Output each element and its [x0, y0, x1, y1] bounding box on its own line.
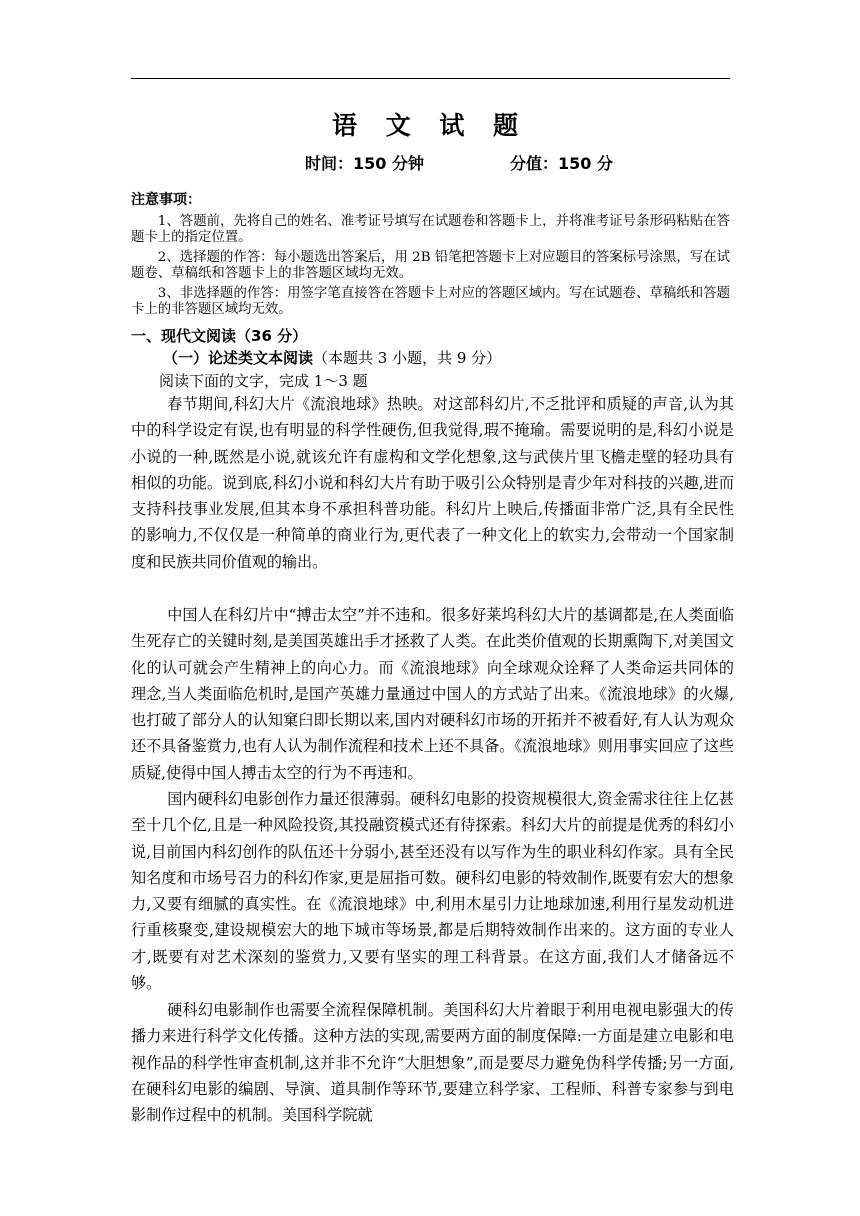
notice-item-2: 2、选择题的作答：每小题选出答案后，用 2B 铅笔把答题卡上对应题目的答案标号涂黑，写在试题卷、草稿纸和答题卡上的非答题区域均无效。: [131, 250, 730, 281]
notice-heading: 注意事项：: [131, 192, 201, 208]
exam-title: 语 文 试 题: [331, 111, 529, 140]
exam-time: 时间：150 分钟: [305, 154, 424, 173]
subsection-heading: [163, 347, 501, 369]
section-heading: 一、现代文阅读（36 分）: [131, 327, 308, 345]
notice-item-3: 3、非选择题的作答：用签字笔直接答在答题卡上对应的答题区域内。写在试题卷、草稿纸和答题卡上的非答题区域均无效。: [131, 286, 730, 317]
reading-instruction: 阅读下面的文字，完成 1～3 题: [159, 372, 368, 390]
passage-paragraph-4: 硬科幻电影制作也需要全流程保障机制。美国科幻大片着眼于利用电视电影强大的传播力来进行科学文化传播。这种方法的实现,需要两方面的制度保障:一方面是建立电影和电视作品的科学性审查机制,这并非不允许“大胆想象”,而是要尽力避免伪科学传播;另一方面,在硬科幻电影的编剧、导演、道具制作等环节,要建立科学家、工程师、科普专家参与到电影制作过程中的机制。美国科学院就: [131, 1001, 734, 1125]
header-rule: [131, 78, 730, 79]
passage-paragraph-1: 春节期间,科幻大片《流浪地球》热映。对这部科幻片,不乏批评和质疑的声音,认为其中的科学设定有误,也有明显的科学性硬伤,但我觉得,瑕不掩瑜。需要说明的是,科幻小说是小说的一种,既然是小说,就该允许有虚构和文学化想象,这与武侠片里飞檐走壁的轻功具有相似的功能。说到底,科幻小说和科幻大片有助于吸引公众特别是青少年对科技的兴趣,进而支持科技事业发展,但其本身不承担科普功能。科幻片上映后,传播面非常广泛,具有全民性的影响力,不仅仅是一种简单的商业行为,更代表了一种文化上的软实力,会带动一个国家制度和民族共同价值观的输出。: [131, 395, 734, 571]
exam-score: 分值：150 分: [510, 154, 613, 173]
passage-paragraph-2: 中国人在科幻片中“搏击太空”并不违和。很多好莱坞科幻大片的基调都是,在人类面临生死存亡的关键时刻,是美国英雄出手才拯救了人类。在此类价值观的长期熏陶下,对美国文化的认可就会产生精神上的向心力。而《流浪地球》向全球观众诠释了人类命运共同体的理念,当人类面临危机时,是国产英雄力量通过中国人的方式站了出来。《流浪地球》的火爆,也打破了部分人的认知窠臼即长期以来,国内对硬科幻市场的开拓并不被看好,有人认为观众还不具备鉴赏力,也有人认为制作流程和技术上还不具备。《流浪地球》则用事实回应了这些质疑,使得中国人搏击太空的行为不再违和。: [131, 606, 734, 782]
passage-paragraph-3: 国内硬科幻电影创作力量还很薄弱。硬科幻电影的投资规模很大,资金需求往往上亿甚至十几个亿,且是一种风险投资,其投融资模式还有待探索。科幻大片的前提是优秀的科幻小说,目前国内科幻创作的队伍还十分弱小,甚至还没有以写作为生的职业科幻作家。具有全民知名度和市场号召力的科幻作家,更是屈指可数。硬科幻电影的特效制作,既要有宏大的想象力,又要有细腻的真实性。在《流浪地球》中,利用木星引力让地球加速,利用行星发动机进行重核聚变,建设规模宏大的地下城市等场景,都是后期特效制作出来的。这方面的专业人才,既要有对艺术深刻的鉴赏力,又要有坚实的理工科背景。在这方面,我们人才储备远不够。: [131, 790, 734, 993]
notice-item-1: 1、答题前，先将自己的姓名、准考证号填写在试题卷和答题卡上，并将准考证号条形码粘贴在答题卡上的指定位置。: [131, 214, 730, 245]
subsection-note: （本题共 3 小题，共 9 分）: [313, 349, 502, 367]
subsection-title: （一）论述类文本阅读: [163, 349, 314, 367]
